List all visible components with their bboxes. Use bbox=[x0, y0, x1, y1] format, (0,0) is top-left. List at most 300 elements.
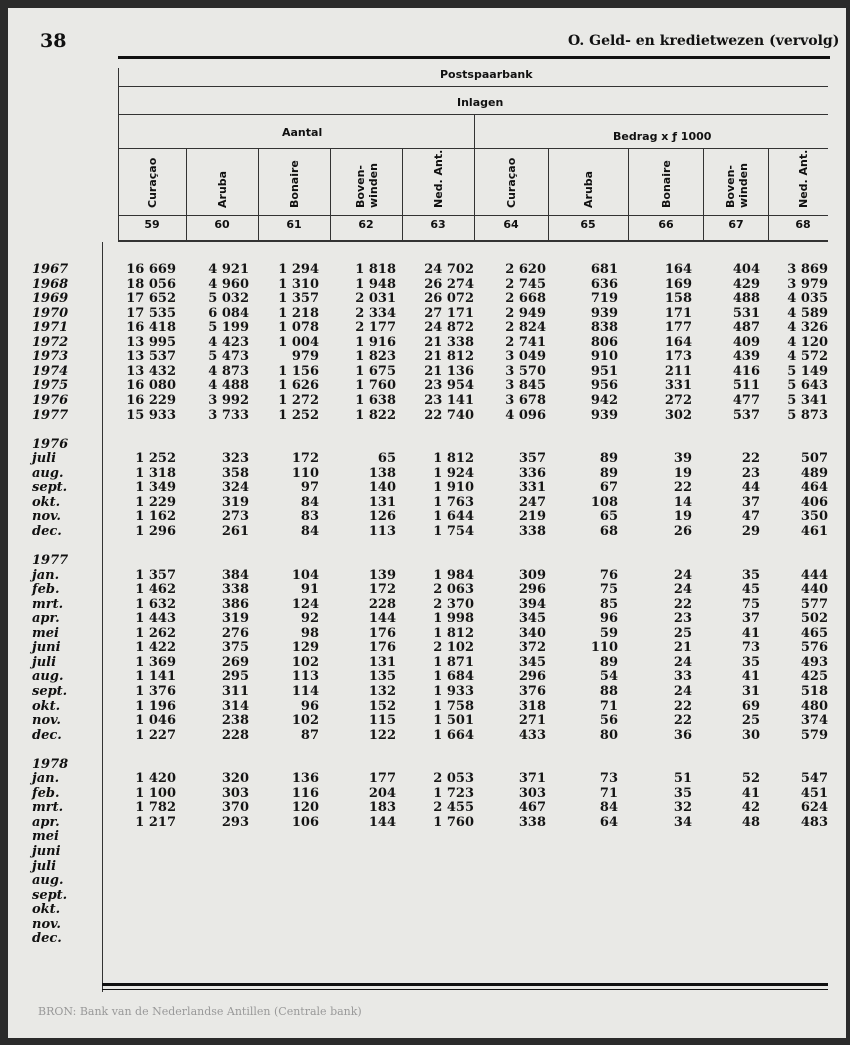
table-cell: 21 812 bbox=[424, 349, 474, 364]
table-cell: 303 bbox=[221, 786, 249, 801]
table-cell: 319 bbox=[221, 611, 249, 626]
table-cell: 204 bbox=[368, 786, 396, 801]
row-label: aug. bbox=[32, 873, 64, 888]
row-label: aug. bbox=[32, 466, 64, 481]
table-cell: 131 bbox=[368, 655, 396, 670]
table-cell: 311 bbox=[221, 684, 249, 699]
table-cell: 34 bbox=[673, 815, 692, 830]
table-cell: 429 bbox=[732, 277, 760, 292]
table-cell: 26 274 bbox=[424, 277, 474, 292]
table-cell: 1 369 bbox=[135, 655, 176, 670]
table-cell: 1 812 bbox=[433, 451, 474, 466]
table-cell: 806 bbox=[590, 335, 618, 350]
table-cell: 88 bbox=[599, 684, 618, 699]
header-line bbox=[118, 240, 828, 242]
table-cell: 1 310 bbox=[278, 277, 319, 292]
table-cell: 979 bbox=[291, 349, 319, 364]
column-number: 59 bbox=[144, 218, 160, 231]
table-cell: 17 652 bbox=[126, 291, 176, 306]
table-cell: 1 046 bbox=[135, 713, 176, 728]
bottom-rule bbox=[102, 983, 828, 986]
table-cell: 16 418 bbox=[126, 320, 176, 335]
table-cell: 2 177 bbox=[355, 320, 396, 335]
row-label: juli bbox=[32, 655, 57, 670]
table-cell: 1 998 bbox=[433, 611, 474, 626]
row-label: 1973 bbox=[32, 349, 69, 364]
table-cell: 276 bbox=[221, 626, 249, 641]
table-cell: 320 bbox=[221, 771, 249, 786]
table-cell: 5 199 bbox=[208, 320, 249, 335]
table-cell: 122 bbox=[368, 728, 396, 743]
table-cell: 6 084 bbox=[208, 306, 249, 321]
source-note: BRON: Bank van de Nederlandse Antillen (Centrale bank) bbox=[38, 1005, 362, 1018]
table-cell: 18 056 bbox=[126, 277, 176, 292]
table-cell: 318 bbox=[518, 699, 546, 714]
table-cell: 169 bbox=[664, 277, 692, 292]
table-cell: 531 bbox=[732, 306, 760, 321]
table-cell: 323 bbox=[221, 451, 249, 466]
row-label: jan. bbox=[32, 771, 60, 786]
table-cell: 33 bbox=[673, 669, 692, 684]
table-cell: 4 960 bbox=[208, 277, 249, 292]
table-cell: 4 326 bbox=[787, 320, 828, 335]
table-cell: 23 bbox=[673, 611, 692, 626]
table-cell: 1 294 bbox=[278, 262, 319, 277]
table-cell: 3 049 bbox=[505, 349, 546, 364]
table-cell: 76 bbox=[599, 568, 618, 583]
table-cell: 126 bbox=[368, 509, 396, 524]
table-cell: 1 272 bbox=[278, 393, 319, 408]
document-page bbox=[8, 8, 846, 1038]
table-cell: 340 bbox=[518, 626, 546, 641]
table-cell: 22 bbox=[673, 699, 692, 714]
table-cell: 451 bbox=[800, 786, 828, 801]
table-cell: 247 bbox=[518, 495, 546, 510]
table-cell: 1 100 bbox=[135, 786, 176, 801]
header-vline bbox=[548, 148, 549, 240]
table-cell: 1 422 bbox=[135, 640, 176, 655]
table-cell: 2 745 bbox=[505, 277, 546, 292]
table-cell: 493 bbox=[800, 655, 828, 670]
header-line bbox=[118, 148, 828, 149]
table-cell: 296 bbox=[518, 582, 546, 597]
table-cell: 2 455 bbox=[433, 800, 474, 815]
table-cell: 85 bbox=[599, 597, 618, 612]
table-cell: 467 bbox=[518, 800, 546, 815]
table-cell: 295 bbox=[221, 669, 249, 684]
table-cell: 139 bbox=[368, 568, 396, 583]
table-cell: 4 120 bbox=[787, 335, 828, 350]
column-header: Aruba bbox=[216, 170, 229, 208]
table-cell: 4 921 bbox=[208, 262, 249, 277]
table-cell: 19 bbox=[673, 509, 692, 524]
column-number: 60 bbox=[214, 218, 230, 231]
table-cell: 375 bbox=[221, 640, 249, 655]
table-cell: 4 035 bbox=[787, 291, 828, 306]
header-vline bbox=[474, 114, 475, 240]
table-cell: 1 196 bbox=[135, 699, 176, 714]
bottom-rule-thin bbox=[102, 989, 828, 990]
table-cell: 1 318 bbox=[135, 466, 176, 481]
table-cell: 228 bbox=[221, 728, 249, 743]
table-cell: 83 bbox=[300, 509, 319, 524]
table-cell: 21 338 bbox=[424, 335, 474, 350]
table-cell: 374 bbox=[800, 713, 828, 728]
row-label: okt. bbox=[32, 495, 61, 510]
table-cell: 384 bbox=[221, 568, 249, 583]
header-vline bbox=[768, 148, 769, 240]
table-cell: 1 684 bbox=[433, 669, 474, 684]
table-cell: 370 bbox=[221, 800, 249, 815]
row-label: dec. bbox=[32, 931, 62, 946]
table-cell: 338 bbox=[518, 524, 546, 539]
row-label: 1976 bbox=[32, 393, 69, 408]
table-cell: 172 bbox=[368, 582, 396, 597]
table-cell: 36 bbox=[673, 728, 692, 743]
table-cell: 173 bbox=[664, 349, 692, 364]
table-cell: 24 bbox=[673, 568, 692, 583]
table-cell: 1 262 bbox=[135, 626, 176, 641]
table-cell: 1 252 bbox=[278, 408, 319, 423]
table-cell: 1 004 bbox=[278, 335, 319, 350]
table-cell: 477 bbox=[732, 393, 760, 408]
table-cell: 1 910 bbox=[433, 480, 474, 495]
table-cell: 5 473 bbox=[208, 349, 249, 364]
table-cell: 120 bbox=[291, 800, 319, 815]
table-cell: 23 bbox=[741, 466, 760, 481]
top-rule bbox=[118, 56, 830, 59]
table-cell: 324 bbox=[221, 480, 249, 495]
table-cell: 22 bbox=[673, 597, 692, 612]
column-number: 62 bbox=[358, 218, 374, 231]
table-cell: 1 823 bbox=[355, 349, 396, 364]
table-cell: 939 bbox=[590, 306, 618, 321]
table-cell: 136 bbox=[291, 771, 319, 786]
table-cell: 394 bbox=[518, 597, 546, 612]
table-cell: 3 979 bbox=[787, 277, 828, 292]
table-cell: 1 871 bbox=[433, 655, 474, 670]
table-cell: 89 bbox=[599, 655, 618, 670]
table-cell: 65 bbox=[377, 451, 396, 466]
table-cell: 35 bbox=[741, 568, 760, 583]
table-cell: 1 822 bbox=[355, 408, 396, 423]
table-cell: 73 bbox=[599, 771, 618, 786]
column-header: Curaçao bbox=[505, 157, 518, 208]
table-cell: 433 bbox=[518, 728, 546, 743]
column-header: Ned. Ant. bbox=[797, 149, 810, 208]
table-cell: 35 bbox=[741, 655, 760, 670]
table-cell: 1 420 bbox=[135, 771, 176, 786]
table-cell: 5 341 bbox=[787, 393, 828, 408]
table-cell: 16 229 bbox=[126, 393, 176, 408]
table-cell: 314 bbox=[221, 699, 249, 714]
table-cell: 293 bbox=[221, 815, 249, 830]
table-cell: 4 572 bbox=[787, 349, 828, 364]
table-cell: 113 bbox=[291, 669, 319, 684]
table-cell: 942 bbox=[590, 393, 618, 408]
table-cell: 302 bbox=[664, 408, 692, 423]
table-cell: 939 bbox=[590, 408, 618, 423]
row-label: sept. bbox=[32, 684, 68, 699]
table-cell: 102 bbox=[291, 713, 319, 728]
table-cell: 16 669 bbox=[126, 262, 176, 277]
table-cell: 124 bbox=[291, 597, 319, 612]
table-cell: 3 733 bbox=[208, 408, 249, 423]
table-cell: 131 bbox=[368, 495, 396, 510]
table-cell: 624 bbox=[800, 800, 828, 815]
table-cell: 1 218 bbox=[278, 306, 319, 321]
column-header: Boven- bbox=[723, 165, 737, 208]
table-cell: 1 162 bbox=[135, 509, 176, 524]
table-cell: 1 644 bbox=[433, 509, 474, 524]
table-cell: 4 873 bbox=[208, 364, 249, 379]
row-label: juli bbox=[32, 859, 57, 874]
table-cell: 171 bbox=[664, 306, 692, 321]
table-cell: 336 bbox=[518, 466, 546, 481]
table-cell: 1 760 bbox=[355, 378, 396, 393]
table-cell: 350 bbox=[800, 509, 828, 524]
table-cell: 19 bbox=[673, 466, 692, 481]
table-cell: 97 bbox=[300, 480, 319, 495]
row-label: 1978 bbox=[32, 757, 69, 772]
table-cell: 406 bbox=[800, 495, 828, 510]
subgroup-header: Inlagen bbox=[457, 96, 504, 109]
table-cell: 144 bbox=[368, 611, 396, 626]
table-cell: 64 bbox=[599, 815, 618, 830]
table-cell: 68 bbox=[599, 524, 618, 539]
table-cell: 838 bbox=[590, 320, 618, 335]
table-cell: 67 bbox=[599, 480, 618, 495]
table-cell: 636 bbox=[590, 277, 618, 292]
table-cell: 2 102 bbox=[433, 640, 474, 655]
column-header: Bonaire bbox=[660, 160, 673, 208]
row-label: 1970 bbox=[32, 306, 69, 321]
table-cell: 45 bbox=[741, 582, 760, 597]
table-cell: 25 bbox=[741, 713, 760, 728]
table-cell: 164 bbox=[664, 262, 692, 277]
row-label: apr. bbox=[32, 611, 60, 626]
table-cell: 3 869 bbox=[787, 262, 828, 277]
table-cell: 1 227 bbox=[135, 728, 176, 743]
table-cell: 416 bbox=[732, 364, 760, 379]
table-cell: 140 bbox=[368, 480, 396, 495]
table-cell: 2 741 bbox=[505, 335, 546, 350]
table-cell: 303 bbox=[518, 786, 546, 801]
table-cell: 464 bbox=[800, 480, 828, 495]
table-cell: 358 bbox=[221, 466, 249, 481]
table-cell: 4 589 bbox=[787, 306, 828, 321]
row-label: nov. bbox=[32, 917, 61, 932]
table-cell: 1 217 bbox=[135, 815, 176, 830]
table-cell: 39 bbox=[673, 451, 692, 466]
row-label: 1974 bbox=[32, 364, 69, 379]
table-cell: 138 bbox=[368, 466, 396, 481]
header-line bbox=[118, 86, 828, 87]
table-cell: 21 136 bbox=[424, 364, 474, 379]
table-cell: 1 675 bbox=[355, 364, 396, 379]
row-label: 1977 bbox=[32, 408, 69, 423]
row-label: mrt. bbox=[32, 597, 64, 612]
table-cell: 114 bbox=[291, 684, 319, 699]
row-label: 1967 bbox=[32, 262, 69, 277]
table-cell: 480 bbox=[800, 699, 828, 714]
table-cell: 338 bbox=[518, 815, 546, 830]
table-cell: 219 bbox=[518, 509, 546, 524]
row-label: feb. bbox=[32, 582, 60, 597]
table-cell: 1 948 bbox=[355, 277, 396, 292]
table-cell: 26 bbox=[673, 524, 692, 539]
table-cell: 24 bbox=[673, 655, 692, 670]
table-cell: 2 620 bbox=[505, 262, 546, 277]
table-cell: 22 bbox=[673, 713, 692, 728]
table-cell: 576 bbox=[800, 640, 828, 655]
table-cell: 89 bbox=[599, 451, 618, 466]
table-cell: 956 bbox=[590, 378, 618, 393]
table-cell: 1 252 bbox=[135, 451, 176, 466]
table-cell: 376 bbox=[518, 684, 546, 699]
table-cell: 444 bbox=[800, 568, 828, 583]
table-cell: 1 818 bbox=[355, 262, 396, 277]
row-label: juni bbox=[32, 844, 61, 859]
column-header: winden bbox=[736, 163, 750, 208]
table-cell: 1 349 bbox=[135, 480, 176, 495]
table-cell: 1 754 bbox=[433, 524, 474, 539]
column-number: 63 bbox=[430, 218, 446, 231]
table-cell: 309 bbox=[518, 568, 546, 583]
table-cell: 30 bbox=[741, 728, 760, 743]
table-cell: 1 156 bbox=[278, 364, 319, 379]
running-head: O. Geld- en kredietwezen (vervolg) bbox=[568, 33, 840, 49]
table-cell: 135 bbox=[368, 669, 396, 684]
table-cell: 27 171 bbox=[424, 306, 474, 321]
table-cell: 511 bbox=[732, 378, 760, 393]
table-cell: 1 141 bbox=[135, 669, 176, 684]
table-cell: 183 bbox=[368, 800, 396, 815]
table-cell: 29 bbox=[741, 524, 760, 539]
table-cell: 23 954 bbox=[424, 378, 474, 393]
table-cell: 48 bbox=[741, 815, 760, 830]
column-header: Curaçao bbox=[146, 157, 159, 208]
table-cell: 2 063 bbox=[433, 582, 474, 597]
row-label: 1972 bbox=[32, 335, 69, 350]
row-label: mei bbox=[32, 626, 59, 641]
row-label: juni bbox=[32, 640, 61, 655]
table-cell: 2 334 bbox=[355, 306, 396, 321]
table-cell: 1 760 bbox=[433, 815, 474, 830]
table-cell: 71 bbox=[599, 699, 618, 714]
stub-vline bbox=[102, 242, 103, 992]
table-cell: 3 678 bbox=[505, 393, 546, 408]
table-cell: 465 bbox=[800, 626, 828, 641]
table-cell: 69 bbox=[741, 699, 760, 714]
table-cell: 116 bbox=[291, 786, 319, 801]
table-cell: 115 bbox=[368, 713, 396, 728]
row-label: 1975 bbox=[32, 378, 69, 393]
table-cell: 1 984 bbox=[433, 568, 474, 583]
header-vline bbox=[402, 148, 403, 240]
row-label: okt. bbox=[32, 902, 61, 917]
table-cell: 24 bbox=[673, 582, 692, 597]
table-cell: 37 bbox=[741, 611, 760, 626]
table-cell: 5 032 bbox=[208, 291, 249, 306]
table-cell: 1 357 bbox=[278, 291, 319, 306]
table-cell: 158 bbox=[664, 291, 692, 306]
table-cell: 108 bbox=[590, 495, 618, 510]
column-number: 65 bbox=[580, 218, 596, 231]
table-cell: 102 bbox=[291, 655, 319, 670]
column-number: 67 bbox=[728, 218, 744, 231]
table-cell: 338 bbox=[221, 582, 249, 597]
table-cell: 319 bbox=[221, 495, 249, 510]
table-cell: 951 bbox=[590, 364, 618, 379]
table-cell: 1 664 bbox=[433, 728, 474, 743]
table-cell: 386 bbox=[221, 597, 249, 612]
table-cell: 41 bbox=[741, 626, 760, 641]
header-vline bbox=[628, 148, 629, 240]
table-cell: 37 bbox=[741, 495, 760, 510]
table-cell: 228 bbox=[368, 597, 396, 612]
row-label: nov. bbox=[32, 509, 61, 524]
table-cell: 439 bbox=[732, 349, 760, 364]
header-vline bbox=[703, 148, 704, 240]
table-cell: 21 bbox=[673, 640, 692, 655]
table-cell: 1 782 bbox=[135, 800, 176, 815]
table-cell: 547 bbox=[800, 771, 828, 786]
table-cell: 345 bbox=[518, 655, 546, 670]
table-cell: 371 bbox=[518, 771, 546, 786]
table-cell: 132 bbox=[368, 684, 396, 699]
column-header: winden bbox=[366, 163, 380, 208]
table-cell: 1 462 bbox=[135, 582, 176, 597]
table-cell: 75 bbox=[741, 597, 760, 612]
table-cell: 84 bbox=[300, 524, 319, 539]
table-cell: 32 bbox=[673, 800, 692, 815]
row-label: dec. bbox=[32, 524, 62, 539]
row-label: 1971 bbox=[32, 320, 69, 335]
header-vline bbox=[186, 148, 187, 240]
group-header: Postspaarbank bbox=[440, 68, 533, 81]
table-cell: 52 bbox=[741, 771, 760, 786]
table-cell: 54 bbox=[599, 669, 618, 684]
table-cell: 1 443 bbox=[135, 611, 176, 626]
table-cell: 22 bbox=[741, 451, 760, 466]
table-cell: 44 bbox=[741, 480, 760, 495]
row-label: okt. bbox=[32, 699, 61, 714]
table-cell: 440 bbox=[800, 582, 828, 597]
header-vline bbox=[118, 68, 119, 240]
table-cell: 1 632 bbox=[135, 597, 176, 612]
table-cell: 502 bbox=[800, 611, 828, 626]
table-cell: 2 668 bbox=[505, 291, 546, 306]
table-cell: 2 949 bbox=[505, 306, 546, 321]
table-cell: 273 bbox=[221, 509, 249, 524]
table-cell: 15 933 bbox=[126, 408, 176, 423]
table-cell: 331 bbox=[518, 480, 546, 495]
page-number: 38 bbox=[40, 30, 67, 52]
table-cell: 73 bbox=[741, 640, 760, 655]
table-cell: 1 626 bbox=[278, 378, 319, 393]
table-cell: 80 bbox=[599, 728, 618, 743]
table-cell: 13 995 bbox=[126, 335, 176, 350]
row-label: aug. bbox=[32, 669, 64, 684]
table-cell: 489 bbox=[800, 466, 828, 481]
row-label: 1976 bbox=[32, 437, 69, 452]
column-number: 68 bbox=[795, 218, 811, 231]
column-header: Bonaire bbox=[288, 160, 301, 208]
table-cell: 1 357 bbox=[135, 568, 176, 583]
table-cell: 92 bbox=[300, 611, 319, 626]
row-label: jan. bbox=[32, 568, 60, 583]
